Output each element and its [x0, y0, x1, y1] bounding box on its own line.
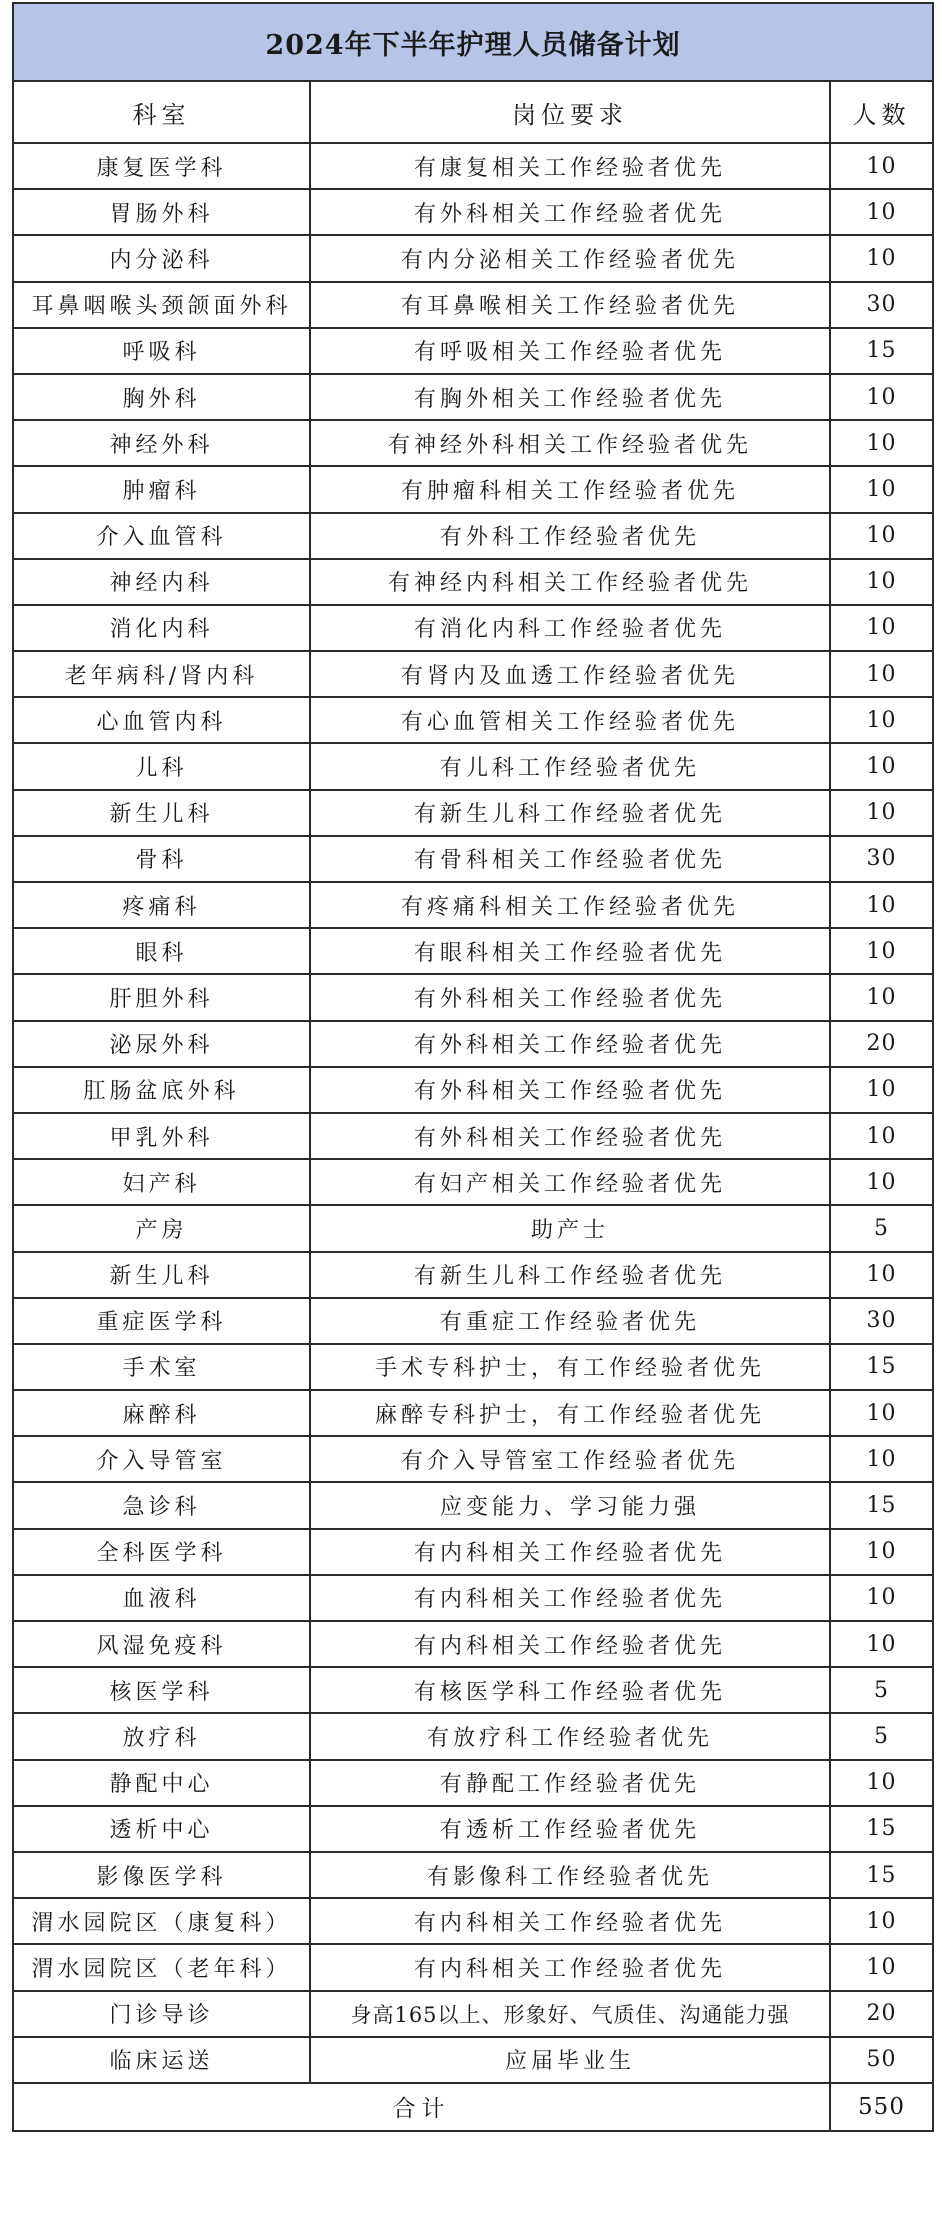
requirement-cell: 有影像科工作经验者优先 — [310, 1852, 830, 1898]
count-cell: 10 — [830, 143, 933, 189]
requirement-cell: 助产士 — [310, 1205, 830, 1251]
department-cell: 呼吸科 — [13, 328, 310, 374]
requirement-cell: 有外科相关工作经验者优先 — [310, 1021, 830, 1067]
count-cell: 20 — [830, 1021, 933, 1067]
department-cell: 疼痛科 — [13, 882, 310, 928]
count-cell: 10 — [830, 1944, 933, 1990]
count-cell: 15 — [830, 1482, 933, 1528]
column-header-count: 人数 — [830, 81, 933, 143]
table-row — [13, 1944, 933, 1990]
count-cell: 10 — [830, 1529, 933, 1575]
requirement-cell: 有新生儿科工作经验者优先 — [310, 1252, 830, 1298]
table-row — [13, 1298, 933, 1344]
count-cell: 5 — [830, 1667, 933, 1713]
count-cell: 5 — [830, 1205, 933, 1251]
requirement-cell: 有呼吸相关工作经验者优先 — [310, 328, 830, 374]
department-cell: 内分泌科 — [13, 235, 310, 281]
table-row — [13, 328, 933, 374]
requirement-cell: 有新生儿科工作经验者优先 — [310, 790, 830, 836]
count-cell: 50 — [830, 2037, 933, 2083]
count-cell: 10 — [830, 513, 933, 559]
table-row — [13, 1067, 933, 1113]
table-row — [13, 1159, 933, 1205]
requirement-cell: 有耳鼻喉相关工作经验者优先 — [310, 282, 830, 328]
table-row — [13, 235, 933, 281]
requirement-cell: 有心血管相关工作经验者优先 — [310, 697, 830, 743]
department-cell: 耳鼻咽喉头颈颌面外科 — [13, 282, 310, 328]
requirement-cell: 有内科相关工作经验者优先 — [310, 1944, 830, 1990]
requirement-cell: 有康复相关工作经验者优先 — [310, 143, 830, 189]
table-row — [13, 1482, 933, 1528]
requirement-cell: 应变能力、学习能力强 — [310, 1482, 830, 1528]
department-cell: 神经外科 — [13, 420, 310, 466]
column-header-department: 科室 — [13, 81, 310, 143]
table-row — [13, 1344, 933, 1390]
table-row — [13, 605, 933, 651]
requirement-cell: 有外科相关工作经验者优先 — [310, 1067, 830, 1113]
count-cell: 20 — [830, 1991, 933, 2037]
table-row — [13, 143, 933, 189]
table-row — [13, 282, 933, 328]
department-cell: 骨科 — [13, 836, 310, 882]
department-cell: 肛肠盆底外科 — [13, 1067, 310, 1113]
table-title-row — [13, 3, 933, 81]
table-row — [13, 1806, 933, 1852]
department-cell: 肿瘤科 — [13, 466, 310, 512]
department-cell: 甲乳外科 — [13, 1113, 310, 1159]
total-count: 550 — [830, 2083, 933, 2131]
table-row — [13, 1575, 933, 1621]
requirement-cell: 有内科相关工作经验者优先 — [310, 1898, 830, 1944]
count-cell: 10 — [830, 1067, 933, 1113]
count-cell: 30 — [830, 282, 933, 328]
count-cell: 10 — [830, 559, 933, 605]
table-row — [13, 189, 933, 235]
department-cell: 肝胆外科 — [13, 974, 310, 1020]
department-cell: 新生儿科 — [13, 790, 310, 836]
department-cell: 急诊科 — [13, 1482, 310, 1528]
department-cell: 重症医学科 — [13, 1298, 310, 1344]
table-row — [13, 974, 933, 1020]
department-cell: 全科医学科 — [13, 1529, 310, 1575]
department-cell: 产房 — [13, 1205, 310, 1251]
count-cell: 10 — [830, 790, 933, 836]
table-row — [13, 651, 933, 697]
requirement-cell: 有外科相关工作经验者优先 — [310, 974, 830, 1020]
department-cell: 静配中心 — [13, 1760, 310, 1806]
table-row — [13, 466, 933, 512]
count-cell: 30 — [830, 1298, 933, 1344]
count-cell: 15 — [830, 1852, 933, 1898]
department-cell: 核医学科 — [13, 1667, 310, 1713]
requirement-cell: 有透析工作经验者优先 — [310, 1806, 830, 1852]
department-cell: 渭水园院区（老年科） — [13, 1944, 310, 1990]
table-row — [13, 1436, 933, 1482]
requirement-cell: 有神经内科相关工作经验者优先 — [310, 559, 830, 605]
count-cell: 5 — [830, 1713, 933, 1759]
department-cell: 介入血管科 — [13, 513, 310, 559]
column-header-row — [13, 81, 933, 143]
requirement-cell: 有儿科工作经验者优先 — [310, 743, 830, 789]
table-row — [13, 420, 933, 466]
table-title: 2024年下半年护理人员储备计划 — [13, 3, 933, 81]
department-cell: 康复医学科 — [13, 143, 310, 189]
department-cell: 眼科 — [13, 928, 310, 974]
table-row — [13, 1713, 933, 1759]
count-cell: 10 — [830, 1436, 933, 1482]
table-row — [13, 1390, 933, 1436]
count-cell: 10 — [830, 235, 933, 281]
department-cell: 门诊导诊 — [13, 1991, 310, 2037]
count-cell: 10 — [830, 743, 933, 789]
total-row — [13, 2083, 933, 2131]
table-row — [13, 1760, 933, 1806]
table-row — [13, 1898, 933, 1944]
table-row — [13, 743, 933, 789]
requirement-cell: 有内科相关工作经验者优先 — [310, 1621, 830, 1667]
department-cell: 老年病科/肾内科 — [13, 651, 310, 697]
requirement-cell: 有核医学科工作经验者优先 — [310, 1667, 830, 1713]
table-row — [13, 882, 933, 928]
count-cell: 10 — [830, 189, 933, 235]
requirement-cell: 有介入导管室工作经验者优先 — [310, 1436, 830, 1482]
table-row — [13, 697, 933, 743]
requirement-cell: 有重症工作经验者优先 — [310, 1298, 830, 1344]
table-row — [13, 374, 933, 420]
department-cell: 胸外科 — [13, 374, 310, 420]
table-body — [13, 143, 933, 2083]
column-header-requirement: 岗位要求 — [310, 81, 830, 143]
table-row — [13, 1529, 933, 1575]
requirement-cell: 麻醉专科护士，有工作经验者优先 — [310, 1390, 830, 1436]
department-cell: 放疗科 — [13, 1713, 310, 1759]
count-cell: 10 — [830, 1113, 933, 1159]
count-cell: 30 — [830, 836, 933, 882]
requirement-cell: 有胸外相关工作经验者优先 — [310, 374, 830, 420]
department-cell: 妇产科 — [13, 1159, 310, 1205]
table-row — [13, 1667, 933, 1713]
count-cell: 10 — [830, 1252, 933, 1298]
count-cell: 15 — [830, 328, 933, 374]
table-row — [13, 928, 933, 974]
requirement-cell: 有内分泌相关工作经验者优先 — [310, 235, 830, 281]
table-row — [13, 513, 933, 559]
count-cell: 10 — [830, 882, 933, 928]
count-cell: 10 — [830, 1760, 933, 1806]
requirement-cell: 有肿瘤科相关工作经验者优先 — [310, 466, 830, 512]
department-cell: 麻醉科 — [13, 1390, 310, 1436]
count-cell: 10 — [830, 974, 933, 1020]
count-cell: 10 — [830, 928, 933, 974]
department-cell: 胃肠外科 — [13, 189, 310, 235]
department-cell: 心血管内科 — [13, 697, 310, 743]
requirement-cell: 有外科相关工作经验者优先 — [310, 189, 830, 235]
department-cell: 儿科 — [13, 743, 310, 789]
department-cell: 影像医学科 — [13, 1852, 310, 1898]
count-cell: 10 — [830, 651, 933, 697]
requirement-cell: 有内科相关工作经验者优先 — [310, 1529, 830, 1575]
table-row — [13, 1113, 933, 1159]
requirement-cell: 有消化内科工作经验者优先 — [310, 605, 830, 651]
count-cell: 10 — [830, 697, 933, 743]
requirement-cell: 有内科相关工作经验者优先 — [310, 1575, 830, 1621]
requirement-cell: 有静配工作经验者优先 — [310, 1760, 830, 1806]
count-cell: 10 — [830, 466, 933, 512]
department-cell: 风湿免疫科 — [13, 1621, 310, 1667]
department-cell: 神经内科 — [13, 559, 310, 605]
count-cell: 10 — [830, 374, 933, 420]
table-row — [13, 2037, 933, 2083]
department-cell: 介入导管室 — [13, 1436, 310, 1482]
requirement-cell: 有眼科相关工作经验者优先 — [310, 928, 830, 974]
table-row — [13, 1991, 933, 2037]
table-row — [13, 1021, 933, 1067]
requirement-cell: 有骨科相关工作经验者优先 — [310, 836, 830, 882]
requirement-cell: 手术专科护士，有工作经验者优先 — [310, 1344, 830, 1390]
table-row — [13, 1205, 933, 1251]
count-cell: 10 — [830, 1390, 933, 1436]
department-cell: 消化内科 — [13, 605, 310, 651]
staffing-plan-table — [12, 2, 934, 2132]
department-cell: 临床运送 — [13, 2037, 310, 2083]
requirement-cell: 有疼痛科相关工作经验者优先 — [310, 882, 830, 928]
department-cell: 手术室 — [13, 1344, 310, 1390]
count-cell: 15 — [830, 1806, 933, 1852]
requirement-cell: 有外科相关工作经验者优先 — [310, 1113, 830, 1159]
table-row — [13, 559, 933, 605]
count-cell: 10 — [830, 605, 933, 651]
count-cell: 10 — [830, 1159, 933, 1205]
count-cell: 15 — [830, 1344, 933, 1390]
department-cell: 透析中心 — [13, 1806, 310, 1852]
table-row — [13, 790, 933, 836]
total-label: 合计 — [13, 2083, 830, 2131]
requirement-cell: 有放疗科工作经验者优先 — [310, 1713, 830, 1759]
department-cell: 泌尿外科 — [13, 1021, 310, 1067]
table-row — [13, 1852, 933, 1898]
department-cell: 新生儿科 — [13, 1252, 310, 1298]
requirement-cell: 有外科工作经验者优先 — [310, 513, 830, 559]
count-cell: 10 — [830, 1621, 933, 1667]
count-cell: 10 — [830, 1575, 933, 1621]
department-cell: 血液科 — [13, 1575, 310, 1621]
requirement-cell: 身高165以上、形象好、气质佳、沟通能力强 — [310, 1991, 830, 2037]
table-row — [13, 836, 933, 882]
count-cell: 10 — [830, 420, 933, 466]
table-row — [13, 1621, 933, 1667]
requirement-cell: 应届毕业生 — [310, 2037, 830, 2083]
requirement-cell: 有妇产相关工作经验者优先 — [310, 1159, 830, 1205]
requirement-cell: 有肾内及血透工作经验者优先 — [310, 651, 830, 697]
department-cell: 渭水园院区（康复科） — [13, 1898, 310, 1944]
requirement-cell: 有神经外科相关工作经验者优先 — [310, 420, 830, 466]
table-row — [13, 1252, 933, 1298]
count-cell: 10 — [830, 1898, 933, 1944]
